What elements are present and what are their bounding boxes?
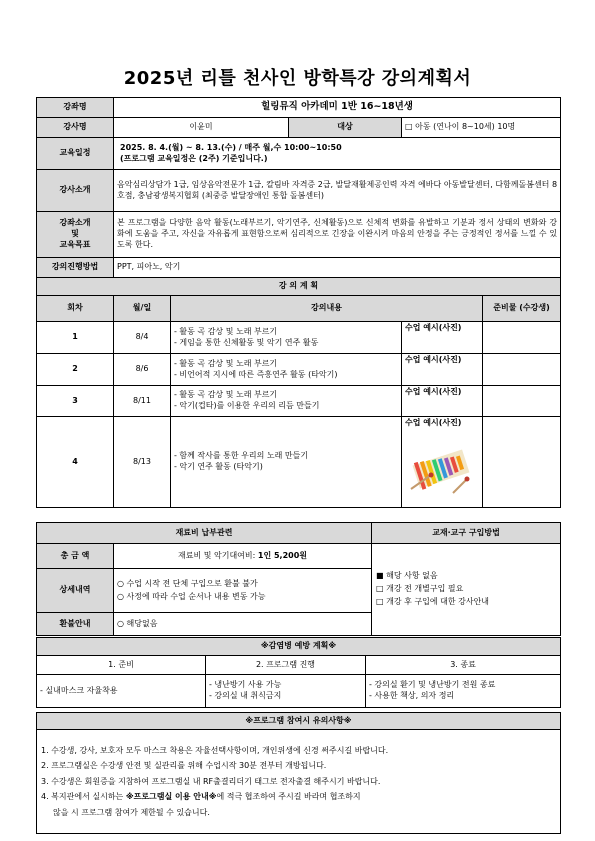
purchase-option-after: □ 개강 후 구입에 대한 강사안내 bbox=[376, 596, 490, 606]
session-content-line: - 악기 연주 활동 (타악기) bbox=[174, 462, 263, 471]
note-item bbox=[41, 789, 556, 805]
note-item: 1. 수강생, 강사, 보호자 모두 마스크 착용은 자율선택사항이며, 개인위생에 신경 써주시길 바랍니다. bbox=[41, 745, 389, 755]
session-date: 8/13 bbox=[114, 417, 171, 508]
example-photo-label: 수업 예시(사진) bbox=[405, 418, 462, 427]
plan-head-date: 월/일 bbox=[114, 296, 171, 322]
infection-head-prepare: 1. 준비 bbox=[37, 656, 206, 675]
page-title: 2025년 리틀 천사인 방학특강 강의계획서 bbox=[123, 68, 472, 89]
session-number: 1 bbox=[37, 322, 114, 354]
method-label: 강의진행방법 bbox=[37, 258, 114, 278]
note-item-text: 4. 복지관에서 실시하는 bbox=[41, 792, 126, 802]
intro-label-3: 교육목표 bbox=[59, 239, 91, 249]
schedule-dates: 2025. 8. 4.(월) ~ 8. 13.(수) / 매주 월,수 10:00~10:50 bbox=[120, 142, 342, 152]
fees-table bbox=[36, 522, 561, 636]
infection-progress-line: - 강의실 내 취식금지 bbox=[209, 691, 282, 700]
purchase-option-before: □ 개강 전 개별구입 필요 bbox=[376, 584, 464, 594]
session-content-line: - 악기(컵타)를 이용한 우리의 리듬 만들기 bbox=[174, 401, 320, 410]
bio-label: 강사소개 bbox=[37, 170, 114, 212]
purchase-option-none: ■ 해당 사항 없음 bbox=[376, 571, 438, 581]
session-number: 3 bbox=[37, 386, 114, 417]
schedule-label: 교육일정 bbox=[37, 138, 114, 170]
xylophone-photo bbox=[405, 431, 479, 501]
course-name-label: 강좌명 bbox=[37, 98, 114, 118]
detail-line: ○ 수업 시작 전 단체 구입으로 환불 불가 bbox=[117, 578, 258, 588]
bio-text: 음악심리상담가 1급, 임상음악전문가 1급, 칼림바 자격증 2급, 발달재활제공인력 자격 에바다 아동발달센터, 다함께돌봄센터 8호점, 충남광생복지협회 (최중증 발달장애인 통합 돌봄센터) bbox=[114, 170, 561, 212]
infection-table bbox=[36, 637, 561, 708]
plan-section-title: 강 의 계 획 bbox=[37, 278, 561, 296]
refund-value: ○ 해당없음 bbox=[114, 613, 372, 636]
table-row bbox=[37, 322, 561, 354]
session-date: 8/6 bbox=[114, 354, 171, 386]
prep-cell bbox=[483, 354, 561, 386]
target-value: □ 아동 (연나이 8~10세) 10명 bbox=[402, 118, 561, 138]
instructor-value: 이윤미 bbox=[114, 118, 289, 138]
session-content-line: - 활동 곡 감상 및 노래 부르기 bbox=[174, 390, 278, 400]
infection-end-line: - 강의실 환기 및 냉난방기 전원 종료 bbox=[369, 680, 496, 690]
plan-head-session: 회차 bbox=[37, 296, 114, 322]
prep-cell bbox=[483, 322, 561, 354]
infection-head-progress: 2. 프로그램 진행 bbox=[206, 656, 366, 675]
notes-title: ※프로그램 참여시 유의사항※ bbox=[37, 713, 561, 730]
fees-title: 재료비 납부관련 bbox=[37, 523, 372, 544]
session-content-line: - 활동 곡 감상 및 노래 부르기 bbox=[174, 326, 278, 336]
example-photo-label: 수업 예시(사진) bbox=[402, 354, 483, 386]
total-label: 총 금 액 bbox=[37, 544, 114, 569]
session-content-line: - 비언어적 지시에 따른 즉흥연주 활동 (타악기) bbox=[174, 369, 338, 379]
session-number: 4 bbox=[37, 417, 114, 508]
infection-head-end: 3. 종료 bbox=[366, 656, 561, 675]
session-content-line: - 게임을 통한 신체활동 및 악기 연주 활동 bbox=[174, 337, 319, 347]
intro-text: 본 프로그램을 다양한 음악 활동(노래부르기, 악기연주, 신체활동)으로 신체적 변화를 유발하고 기분과 정서 상태의 변화와 강화에 도움을 주고, 자신을 자유롭게 표현함으로써 심리적으로 긴장을 이완시켜 마음의 안정을 주는 긍정적인 정서를 느낄 수 있도록 한다. bbox=[114, 212, 561, 258]
prep-cell bbox=[483, 417, 561, 508]
table-row bbox=[37, 417, 561, 508]
infection-end-line: - 사용한 책상, 의자 정리 bbox=[369, 691, 455, 700]
detail-label: 상세내역 bbox=[37, 569, 114, 613]
total-text: 재료비 및 악기대여비: bbox=[178, 550, 258, 560]
note-item: 2. 프로그램실은 수강생 안전 및 실관리를 위해 수업시작 30분 전부터 개방됩니다. bbox=[41, 761, 327, 771]
course-info-table bbox=[36, 97, 561, 508]
target-label: 대상 bbox=[289, 118, 402, 138]
detail-line: ○ 사정에 따라 수업 순서나 내용 변동 가능 bbox=[117, 591, 266, 601]
session-date: 8/11 bbox=[114, 386, 171, 417]
notes-table bbox=[36, 712, 561, 834]
table-row bbox=[37, 386, 561, 417]
note-item-emphasis: ※프로그램실 이용 안내※ bbox=[125, 792, 217, 802]
total-amount: 1인 5,200원 bbox=[257, 550, 308, 560]
session-date: 8/4 bbox=[114, 322, 171, 354]
session-content-line: - 함께 작사를 통한 우리의 노래 만들기 bbox=[174, 451, 309, 461]
note-item: 3. 수강생은 회원증을 지참하여 프로그램실 내 RF출결리더기 태그로 전자출결 해주시기 바랍니다. bbox=[41, 776, 381, 786]
session-content-line: - 활동 곡 감상 및 노래 부르기 bbox=[174, 358, 278, 368]
infection-prepare-text: - 실내마스크 자율착용 bbox=[37, 675, 206, 708]
plan-head-content: 강의내용 bbox=[171, 296, 483, 322]
table-row bbox=[37, 354, 561, 386]
example-photo-label: 수업 예시(사진) bbox=[402, 386, 483, 417]
instructor-label: 강사명 bbox=[37, 118, 114, 138]
note-item-continuation: 않을 시 프로그램 참여가 제한될 수 있습니다. bbox=[53, 807, 210, 817]
note-item-text: 에 적극 협조하여 주시길 바라며 협조하지 bbox=[216, 792, 361, 802]
session-number: 2 bbox=[37, 354, 114, 386]
intro-label-2: 및 bbox=[71, 229, 79, 239]
course-name-value: 힐링뮤직 아카데미 1반 16~18년생 bbox=[114, 98, 561, 118]
plan-head-prep: 준비물 (수강생) bbox=[483, 296, 561, 322]
schedule-note: (프로그램 교육일정은 (2주) 기준입니다.) bbox=[120, 153, 268, 163]
example-photo-label: 수업 예시(사진) bbox=[402, 322, 483, 354]
refund-label: 환불안내 bbox=[37, 613, 114, 636]
intro-label-1: 강좌소개 bbox=[59, 218, 91, 228]
infection-progress-line: - 냉난방기 사용 가능 bbox=[209, 680, 282, 690]
purchase-title: 교재·교구 구입방법 bbox=[372, 523, 561, 544]
method-value: PPT, 피아노, 악기 bbox=[114, 258, 561, 278]
infection-title: ※감염병 예방 계획※ bbox=[37, 638, 561, 656]
prep-cell bbox=[483, 386, 561, 417]
